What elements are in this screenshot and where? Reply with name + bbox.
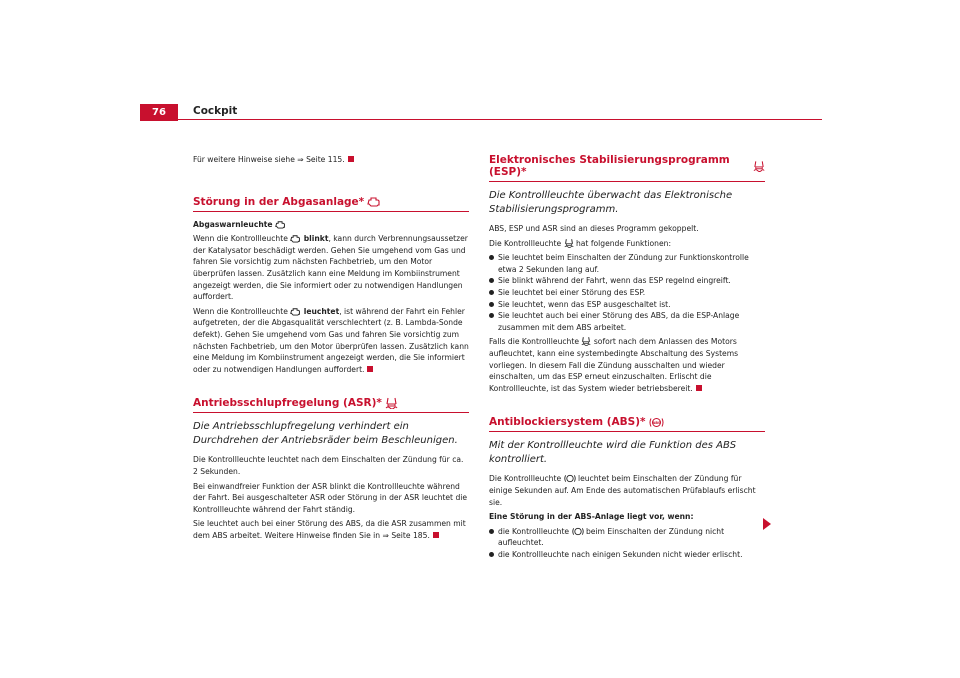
list-item: die Kontrollleuchte nach einigen Sekunden nicht wieder erlischt. <box>489 549 765 561</box>
list-item: Sie leuchtet bei einer Störung des ESP. <box>489 287 765 299</box>
list-item: Sie blinkt während der Fahrt, wenn das ESP regelnd eingreift. <box>489 275 765 287</box>
engine-warning-icon <box>367 196 381 207</box>
abs-fault-list <box>489 526 765 561</box>
intro-note: Für weitere Hinweise siehe ⇒ Seite 115. <box>193 154 469 166</box>
abs-lead: Mit der Kontrollleuchte wird die Funktion des ABS kontrolliert. <box>489 440 737 466</box>
asr-lead: Die Antriebsschlupfregelung verhindert ein Durchdrehen der Antriebsräder beim Beschleunigen. <box>193 421 458 447</box>
page-number: 76 <box>140 104 178 121</box>
section-heading-abgas: Störung in der Abgasanlage* <box>193 196 469 212</box>
asr-esp-warning-icon <box>385 397 398 409</box>
engine-warning-icon <box>290 234 301 243</box>
section-heading-asr: Antriebsschlupfregelung (ASR)* <box>193 397 469 413</box>
section-end-mark <box>433 532 439 538</box>
section-end-mark <box>696 385 702 391</box>
abs-fault-heading: Eine Störung in der ABS-Anlage liegt vor, wenn: <box>489 512 694 522</box>
left-column <box>193 154 469 544</box>
chapter-title: Cockpit <box>193 105 238 117</box>
esp-function-list <box>489 252 765 333</box>
abgas-body <box>193 219 469 376</box>
list-item: die Kontrollleuchte beim Einschalten der Zündung nicht aufleuchtet. <box>489 526 765 549</box>
list-item: Sie leuchtet, wenn das ESP ausgeschaltet ist. <box>489 299 765 311</box>
esp-lead: Die Kontrollleuchte überwacht das Elektronische Stabilisierungsprogramm. <box>489 190 733 215</box>
header-divider <box>178 119 822 120</box>
next-page-arrow-icon[interactable] <box>763 518 771 530</box>
section-heading-abs: Antiblockiersystem (ABS)* ABS <box>489 416 765 432</box>
section-end-mark <box>348 156 354 162</box>
esp-body: ABS, ESP und ASR sind an dieses Programm gekoppelt. Die Kontrollleuchte hat folgende Funktionen: Sie leuchtet beim Einschalten der Zündung zur Funktionskontrolle etwa 2 Sekunden lang auf. Sie blinkt während der Fahrt, wenn das ESP regelnd eingreift. Sie leuchtet bei einer Störung des ESP. Sie leuchtet, wenn das ESP ausgeschaltet ist. Sie leuchtet auch bei einer Störung des ABS, da die ESP-Anlage zusammen mit dem ABS arbeitet. Falls die Kontrollleuchte sofort nach dem Anlassen des Motors aufleuchtet, kann eine systembedingte Abschaltung des Systems vorliegen. In diesem Fall die Zündung ausschalten und wieder einschalten, um das ESP erneut einzuschalten. Erlischt die Kontrollleuchte, ist das System wieder betriebsbereit. <box>489 223 765 394</box>
svg-text:ABS: ABS <box>651 421 661 426</box>
list-item: Sie leuchtet auch bei einer Störung des ABS, da die ESP-Anlage zusammen mit dem ABS arbeitet. <box>489 310 765 333</box>
abgas-paragraph-2: Wenn die Kontrollleuchte leuchtet, ist während der Fahrt ein Fehler aufgetreten, der die Abgasqualität verschlechtert (z. B. Lambda-Sonde defekt). Gehen Sie umgehend vom Gas und fahren Sie vorsichtig zum nächsten Fachbetrieb, um den Motor überprüfen lassen. Zusätzlich kann eine Meldung im Kombiinstrument angezeigt werden, die Sie informiert oder zu notwendigen Handlungen auffordert. <box>193 306 469 374</box>
abs-warning-icon <box>649 417 664 428</box>
page-link-185[interactable]: Seite 185. <box>391 530 430 540</box>
asr-esp-warning-icon <box>753 160 765 172</box>
abs-body: Die Kontrollleuchte leuchtet beim Einschalten der Zündung für einige Sekunden auf. Am Ende des automatischen Prüfablaufs erlischt sie. Eine Störung in der ABS-Anlage liegt vor, wenn: die Kontrollleuchte beim Einschalten der Zündung nicht aufleuchtet. die Kontrollleuchte nach einigen Sekunden nicht wieder erlischt. <box>489 473 765 560</box>
engine-warning-icon <box>275 220 286 229</box>
section-end-mark <box>367 366 373 372</box>
asr-esp-warning-icon <box>564 238 574 248</box>
page-link-115[interactable]: Seite 115. <box>306 155 345 164</box>
abgas-subheading: Abgaswarnleuchte <box>193 219 273 229</box>
abgas-paragraph-1: Wenn die Kontrollleuchte blinkt, kann durch Verbrennungsaussetzer der Katalysator beschädigt werden. Gehen Sie umgehend vom Gas und fahren Sie vorsichtig zum nächsten Fachbetrieb, um den Motor überprüfen lassen. Zusätzlich kann eine Meldung im Kombiinstrument angezeigt werden, die Sie informiert oder zu notwendigen Handlungen auffordert. <box>193 234 468 302</box>
right-column <box>489 154 765 563</box>
section-heading-esp: Elektronisches Stabilisierungsprogramm (ESP)* <box>489 154 765 182</box>
abs-warning-icon <box>572 527 584 536</box>
list-item: Sie leuchtet beim Einschalten der Zündung zur Funktionskontrolle etwa 2 Sekunden lang auf. <box>489 252 765 275</box>
asr-esp-warning-icon <box>581 336 591 346</box>
asr-body: Die Kontrollleuchte leuchtet nach dem Einschalten der Zündung für ca. 2 Sekunden. Bei einwandfreier Funktion der ASR blinkt die Kontrollleuchte während der Fahrt. Bei ausgeschalteter ASR oder Störung in der ASR leuchtet die Kontrollleuchte während der Fahrt ständig. Sie leuchtet auch bei einer Störung des ABS, da die ASR zusammen mit dem ABS arbeitet. Weitere Hinweise finden Sie in ⇒ Seite 185. <box>193 455 468 540</box>
abs-warning-icon <box>564 474 576 483</box>
engine-warning-icon <box>290 307 301 316</box>
